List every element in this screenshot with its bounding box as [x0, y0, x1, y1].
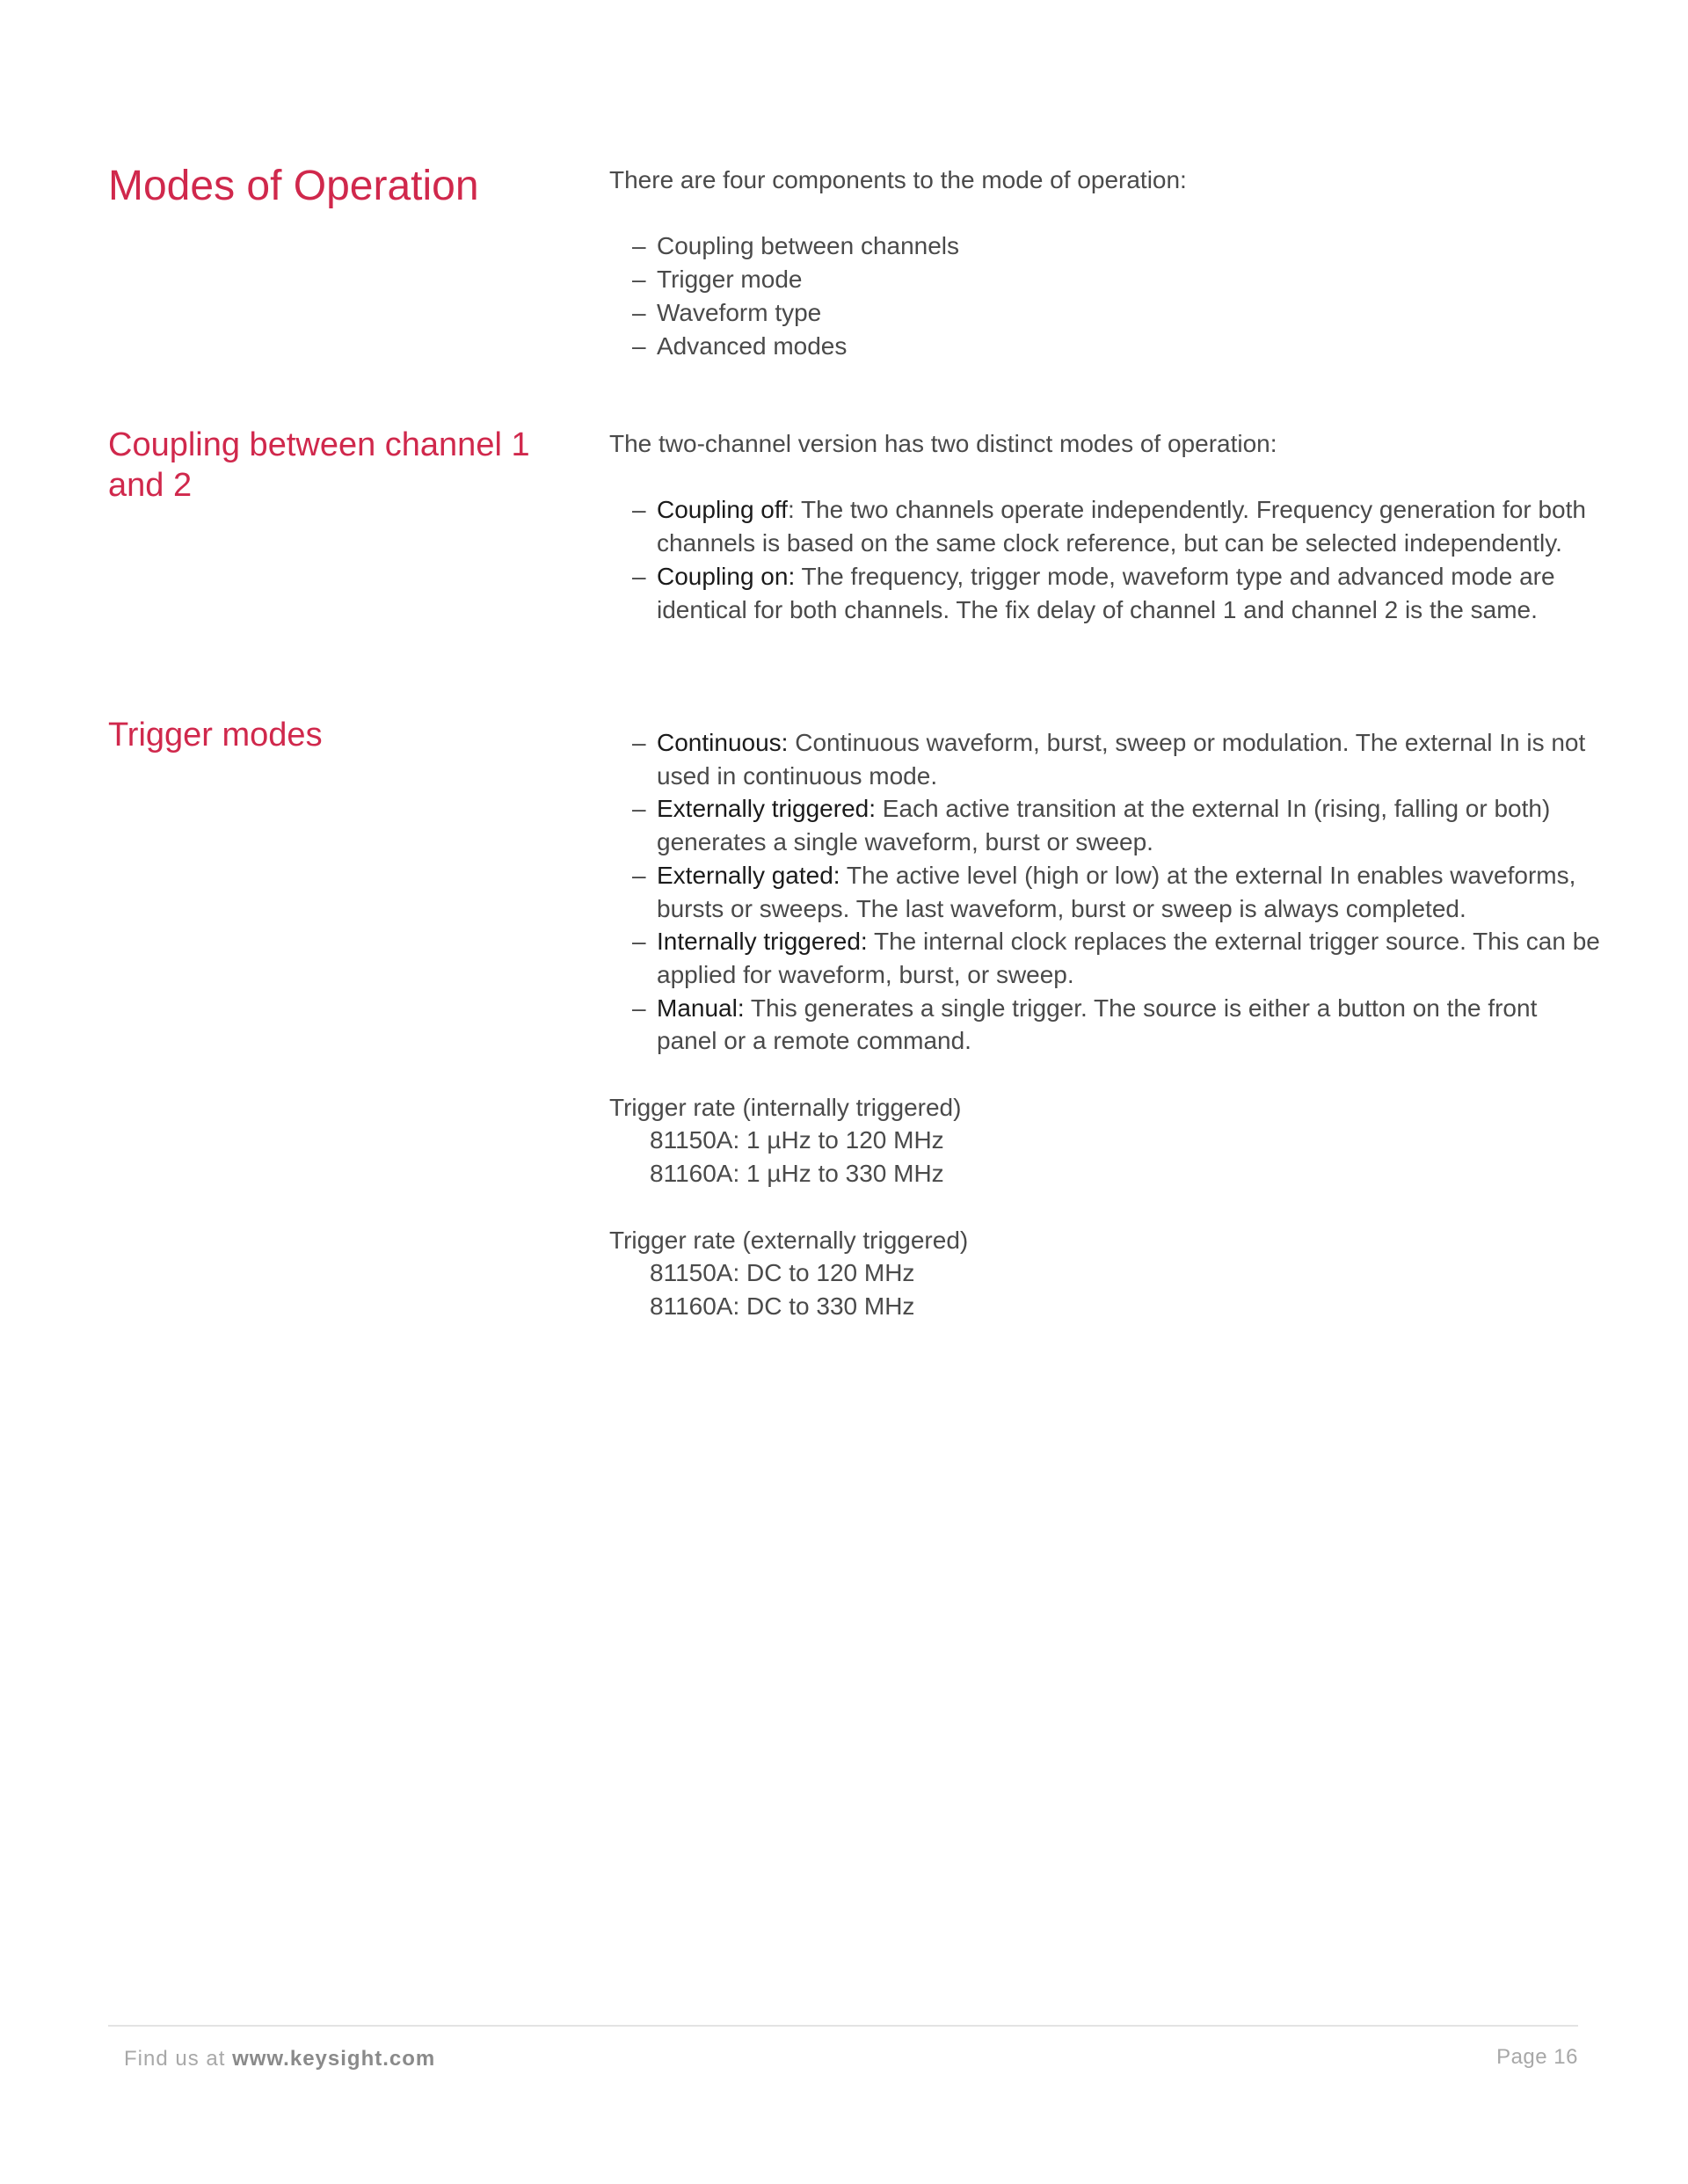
list-item	[657, 560, 1603, 626]
section-body-trigger-modes	[609, 726, 1603, 1323]
item-text: The active level (high or low) at the external In enables waveforms, bursts or sweeps. The last waveform, burst or sweep is always completed.	[657, 861, 1576, 922]
section-heading-coupling: Coupling between channel 1 and 2	[108, 426, 530, 504]
trigger-rate-internal-label: Trigger rate (internally triggered)	[609, 1093, 962, 1121]
page-number: Page 16	[1496, 2045, 1578, 2069]
trigger-rate-line: 81160A: 1 µHz to 330 MHz	[650, 1160, 944, 1188]
section-heading-trigger-modes: Trigger modes	[108, 717, 323, 753]
term-separator: :	[787, 496, 795, 524]
list-item: – Coupling between channels	[657, 229, 1603, 263]
trigger-rate-line: 81150A: 1 µHz to 120 MHz	[650, 1126, 944, 1154]
trigger-rate-line: 81150A: DC to 120 MHz	[650, 1259, 915, 1287]
trigger-rate-external-label: Trigger rate (externally triggered)	[609, 1226, 969, 1254]
item-text: The internal clock replaces the external trigger source. This can be applied for waveform, burst, or sweep.	[657, 928, 1600, 988]
term-label: Externally triggered:	[657, 795, 877, 823]
footer-url-link[interactable]: www.keysight.com	[232, 2047, 436, 2071]
list-item	[657, 726, 1603, 792]
term-label: Coupling on:	[657, 562, 796, 590]
term-label: Internally triggered:	[657, 928, 868, 956]
term-label: Coupling off	[657, 496, 788, 524]
intro-paragraph: The two-channel version has two distinct modes of operation:	[609, 430, 1277, 457]
list-item: – Trigger mode	[657, 263, 1603, 296]
footer-find-prefix: Find us at	[124, 2047, 233, 2071]
section-body-modes-of-operation	[609, 164, 1603, 362]
coupling-list	[609, 493, 1603, 626]
term-label: Externally gated:	[657, 861, 840, 889]
item-text: Continuous waveform, burst, sweep or modulation. The external In is not used in continuous mode.	[657, 729, 1586, 790]
term-label: Continuous:	[657, 729, 789, 756]
intro-paragraph: There are four components to the mode of operation:	[609, 166, 1187, 193]
trigger-rate-line: 81160A: DC to 330 MHz	[650, 1292, 915, 1320]
term-label: Manual:	[657, 994, 745, 1022]
item-text: The frequency, trigger mode, waveform type and advanced mode are identical for both channels. The fix delay of channel 1 and channel 2 is the same.	[657, 562, 1555, 623]
list-item: – Waveform type	[657, 296, 1603, 330]
item-text: Each active transition at the external In (rising, falling or both) generates a single waveform, burst or sweep.	[657, 795, 1551, 856]
section-body-coupling	[609, 427, 1603, 626]
list-item	[657, 493, 1603, 559]
list-item: – Advanced modes	[657, 330, 1603, 363]
item-text: This generates a single trigger. The source is either a button on the front panel or a remote command.	[657, 994, 1538, 1055]
list-item	[657, 992, 1603, 1058]
section-heading-modes-of-operation: Modes of Operation	[108, 163, 479, 209]
trigger-modes-list	[609, 726, 1603, 1058]
item-text: The two channels operate independently. Frequency generation for both channels is based on the same clock reference, but can be selected independently.	[657, 496, 1586, 557]
footer-divider	[108, 2025, 1578, 2027]
list-item	[657, 925, 1603, 991]
footer-find-us	[124, 2047, 435, 2071]
list-item	[657, 792, 1603, 858]
list-item	[657, 859, 1603, 925]
components-list	[609, 229, 1603, 362]
